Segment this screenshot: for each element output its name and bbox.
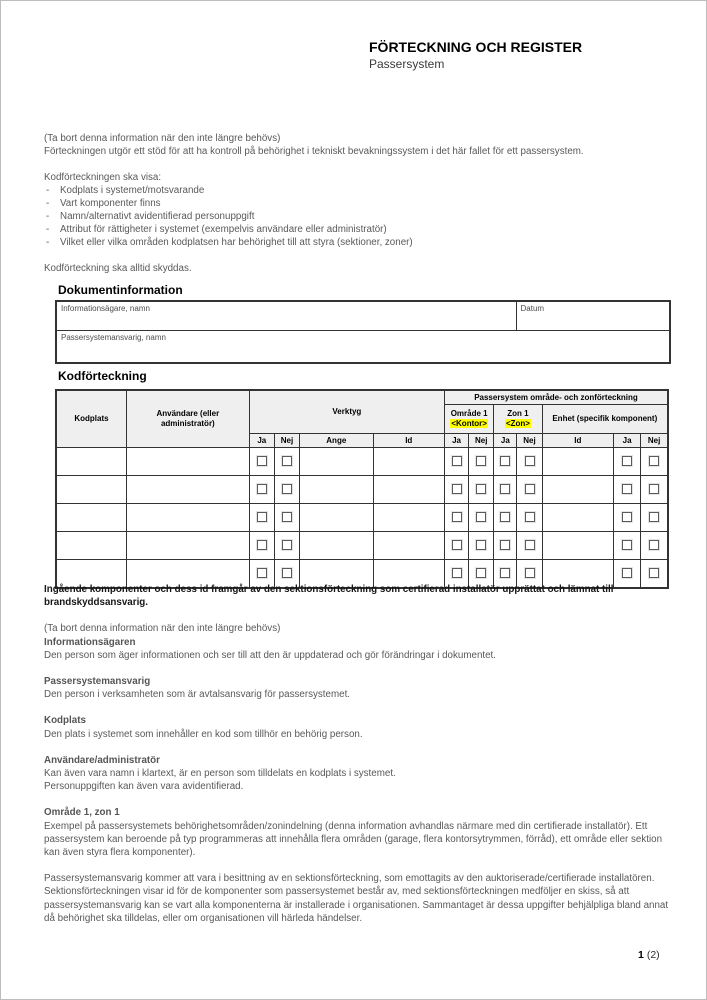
subcol-enhet-ja: Ja <box>614 434 641 448</box>
removal-note-2: (Ta bort denna information när den inte längre behövs) <box>44 623 281 635</box>
verktyg-ja-cell <box>249 448 274 476</box>
col-header-kodplats: Kodplats <box>56 390 126 448</box>
subcol-omrade-ja: Ja <box>445 434 469 448</box>
definition-text: Kan även vara namn i klartext, är en person som tilldelats en kodplats i systemet. <box>44 768 396 780</box>
zon1-nej-cell <box>517 448 542 476</box>
verktyg-nej-checkbox[interactable] <box>282 512 292 522</box>
zon1-label: Zon 1 <box>507 409 529 418</box>
omrade1-label: Område 1 <box>450 409 488 418</box>
definition-title: Användare/administratör <box>44 754 160 766</box>
definition-text: Den person som äger informationen och ser till att den är uppdaterad och gör förändringar i dokumentet. <box>44 649 497 661</box>
page-number-current: 1 <box>638 949 644 961</box>
verktyg-ja-cell <box>249 476 274 504</box>
col-header-user: Användare (eller administratör) <box>126 390 249 448</box>
omrade1-nej-cell <box>469 476 494 504</box>
list-item <box>44 236 671 249</box>
omrade1-nej-checkbox[interactable] <box>476 568 486 578</box>
omrade1-nej-cell <box>469 504 494 532</box>
zon1-ja-cell <box>494 504 517 532</box>
system-responsible-field[interactable] <box>56 331 670 364</box>
definition-block <box>44 675 674 701</box>
list-item <box>44 223 671 236</box>
definition-title: Informationsägaren <box>44 636 136 648</box>
bullet-text: Attribut för rättigheter i systemet (exempelvis användare eller administratör) <box>60 224 387 235</box>
register-heading: Kodförteckning <box>58 369 147 383</box>
enhet-ja-cell <box>614 476 641 504</box>
page-subtitle: Passersystem <box>369 57 445 71</box>
enhet-id-field[interactable] <box>542 532 613 560</box>
omrade1-nej-cell <box>469 532 494 560</box>
zon1-ja-checkbox[interactable] <box>500 456 510 466</box>
enhet-id-field[interactable] <box>542 476 613 504</box>
verktyg-id-field[interactable] <box>373 504 444 532</box>
kodplats-field[interactable] <box>56 448 126 476</box>
components-note: Ingående komponenter och dess id framgår av den sektionsförteckning som certifierad installatör upprättat och lämnat till brandskyddsansvarig. <box>44 584 614 609</box>
verktyg-ja-cell <box>249 532 274 560</box>
definition-text: Den plats i systemet som innehåller en kod som tillhör en behörig person. <box>44 728 363 740</box>
definition-text: Exempel på passersystemets behörighetsområden/zonindelning (denna information avhandlas närmare med din certifierade installatör). Ett passersystem kan beroende på typ programmeras att innehålla flera områden (garage, flera kontorsytrymmen, förråd), ett område eller sektion kan även styra flera komponenter). <box>44 820 663 859</box>
subcol-verktyg-ange: Ange <box>300 434 373 448</box>
bullet-marker: - <box>46 224 50 235</box>
list-item <box>44 184 671 197</box>
zon1-placeholder: <Zon> <box>505 419 530 428</box>
register-table <box>55 389 669 589</box>
user-field[interactable] <box>126 504 249 532</box>
information-owner-label: Informationsägare, namn <box>61 304 150 313</box>
enhet-nej-checkbox[interactable] <box>649 568 659 578</box>
ange-field[interactable] <box>300 448 373 476</box>
col-header-zon1 <box>494 405 542 434</box>
enhet-ja-checkbox[interactable] <box>622 512 632 522</box>
verktyg-ja-checkbox[interactable] <box>257 568 267 578</box>
enhet-nej-cell <box>641 448 668 476</box>
subcol-zon-ja: Ja <box>494 434 517 448</box>
zon1-ja-cell <box>494 532 517 560</box>
zon1-ja-checkbox[interactable] <box>500 484 510 494</box>
page-title: FÖRTECKNING OCH REGISTER <box>369 39 583 55</box>
enhet-nej-cell <box>641 532 668 560</box>
omrade1-ja-cell <box>445 504 469 532</box>
bullet-text: Vilket eller vilka områden kodplatsen har behörighet till att styra (sektioner, zoner) <box>60 237 413 248</box>
subcol-verktyg-ja: Ja <box>249 434 274 448</box>
register-table-header <box>56 390 668 448</box>
user-field[interactable] <box>126 532 249 560</box>
definition-text: Personuppgiften kan även vara avidentifierad. <box>44 781 244 793</box>
verktyg-nej-checkbox[interactable] <box>282 456 292 466</box>
system-responsible-label: Passersystemansvarig, namn <box>61 333 166 342</box>
verktyg-id-field[interactable] <box>373 476 444 504</box>
list-item <box>44 197 671 210</box>
verktyg-nej-cell <box>274 504 299 532</box>
enhet-ja-cell <box>614 504 641 532</box>
ange-field[interactable] <box>300 532 373 560</box>
col-header-omrade1 <box>445 405 494 434</box>
col-group-zone-register: Passersystem område- och zonförteckning <box>445 390 669 405</box>
omrade1-nej-checkbox[interactable] <box>476 456 486 466</box>
zon1-ja-checkbox[interactable] <box>500 540 510 550</box>
definition-block <box>44 754 674 794</box>
omrade1-nej-checkbox[interactable] <box>476 484 486 494</box>
subcol-enhet-id: Id <box>542 434 613 448</box>
col-header-enhet: Enhet (specifik komponent) <box>542 405 668 434</box>
ange-field[interactable] <box>300 476 373 504</box>
enhet-ja-checkbox[interactable] <box>622 568 632 578</box>
after-table-text <box>44 583 674 925</box>
bullet-text: Kodplats i systemet/motsvarande <box>60 185 205 196</box>
enhet-nej-checkbox[interactable] <box>649 484 659 494</box>
zon1-nej-checkbox[interactable] <box>525 540 535 550</box>
omrade1-ja-checkbox[interactable] <box>452 456 462 466</box>
verktyg-ja-checkbox[interactable] <box>257 484 267 494</box>
docinfo-row <box>56 331 670 364</box>
docinfo-table <box>55 300 671 364</box>
zon1-nej-checkbox[interactable] <box>525 568 535 578</box>
enhet-id-field[interactable] <box>542 448 613 476</box>
enhet-id-field[interactable] <box>542 504 613 532</box>
zon1-ja-cell <box>494 476 517 504</box>
verktyg-ja-cell <box>249 504 274 532</box>
zon1-nej-cell <box>517 476 542 504</box>
intro-text <box>44 132 671 275</box>
verktyg-id-field[interactable] <box>373 532 444 560</box>
removal-note: (Ta bort denna information när den inte längre behövs) <box>44 133 281 144</box>
zon1-ja-checkbox[interactable] <box>500 512 510 522</box>
enhet-nej-cell <box>641 476 668 504</box>
definition-title: Passersystemansvarig <box>44 676 151 688</box>
verktyg-nej-checkbox[interactable] <box>282 484 292 494</box>
definition-title: Kodplats <box>44 715 86 727</box>
zon1-nej-cell <box>517 504 542 532</box>
kodplats-field[interactable] <box>56 504 126 532</box>
enhet-ja-checkbox[interactable] <box>622 484 632 494</box>
subcol-omrade-nej: Nej <box>469 434 494 448</box>
user-field[interactable] <box>126 476 249 504</box>
bullet-text: Namn/alternativt avidentifierad personuppgift <box>60 211 255 222</box>
enhet-nej-checkbox[interactable] <box>649 540 659 550</box>
zon1-nej-checkbox[interactable] <box>525 456 535 466</box>
zon1-nej-cell <box>517 532 542 560</box>
verktyg-nej-cell <box>274 476 299 504</box>
omrade1-nej-checkbox[interactable] <box>476 512 486 522</box>
verktyg-id-field[interactable] <box>373 448 444 476</box>
zon1-nej-checkbox[interactable] <box>525 512 535 522</box>
bullet-marker: - <box>46 198 50 209</box>
register-table-row <box>56 532 668 560</box>
omrade1-ja-cell <box>445 476 469 504</box>
register-table-row <box>56 448 668 476</box>
list-item <box>44 210 671 223</box>
col-header-verktyg: Verktyg <box>249 390 444 434</box>
enhet-ja-checkbox[interactable] <box>622 540 632 550</box>
ange-field[interactable] <box>300 504 373 532</box>
date-field[interactable] <box>516 301 670 331</box>
verktyg-nej-checkbox[interactable] <box>282 540 292 550</box>
subcol-verktyg-id: Id <box>373 434 444 448</box>
verktyg-nej-checkbox[interactable] <box>282 568 292 578</box>
zon1-ja-checkbox[interactable] <box>500 568 510 578</box>
definitions <box>44 636 674 925</box>
enhet-nej-checkbox[interactable] <box>649 512 659 522</box>
protect-note: Kodförteckning ska alltid skyddas. <box>44 263 192 274</box>
verktyg-ja-checkbox[interactable] <box>257 512 267 522</box>
information-owner-field[interactable] <box>56 301 516 331</box>
bullet-text: Vart komponenter finns <box>60 198 161 209</box>
omrade1-ja-cell <box>445 532 469 560</box>
omrade1-ja-checkbox[interactable] <box>452 540 462 550</box>
register-table-row <box>56 476 668 504</box>
bullet-marker: - <box>46 211 50 222</box>
subcol-zon-nej: Nej <box>517 434 542 448</box>
docinfo-heading: Dokumentinformation <box>58 283 183 297</box>
bullet-marker: - <box>46 237 50 248</box>
definition-block <box>44 714 674 740</box>
bullet-marker: - <box>46 185 50 196</box>
verktyg-nej-cell <box>274 532 299 560</box>
enhet-ja-checkbox[interactable] <box>622 456 632 466</box>
subcol-enhet-nej: Nej <box>641 434 668 448</box>
register-table-row <box>56 504 668 532</box>
list-title: Kodförteckningen ska visa: <box>44 172 162 183</box>
zon1-ja-cell <box>494 448 517 476</box>
kodplats-field[interactable] <box>56 476 126 504</box>
verktyg-ja-checkbox[interactable] <box>257 540 267 550</box>
docinfo-row <box>56 301 670 331</box>
intro-paragraph: Förteckningen utgör ett stöd för att ha kontroll på behörighet i tekniskt bevakningssystem i det här fallet för ett passersystem. <box>44 146 584 157</box>
omrade1-ja-checkbox[interactable] <box>452 484 462 494</box>
date-label: Datum <box>520 304 545 313</box>
verktyg-ja-checkbox[interactable] <box>257 456 267 466</box>
definition-block <box>44 636 674 662</box>
enhet-ja-cell <box>614 532 641 560</box>
enhet-ja-cell <box>614 448 641 476</box>
definition-text: Passersystemansvarig kommer att vara i besittning av en sektionsförteckning, som emottagits av den auktoriserade/certifierade installatören. Sektionsförteckningen visar id för de komponenter som passersystemet består av, med sektionsförteckningen medföljer en skiss, så att passersystemansvarig kan se vart alla komponenterna är installerade i organisationen. Sammantaget är dessa uppgifter behjälpliga bland annat då behörighet ska tilldelas, eller om organisationen vill härleda händelser. <box>44 873 669 924</box>
omrade1-placeholder: <Kontor> <box>451 419 487 428</box>
definition-title: Område 1, zon 1 <box>44 807 120 819</box>
enhet-nej-checkbox[interactable] <box>649 456 659 466</box>
omrade1-nej-checkbox[interactable] <box>476 540 486 550</box>
subcol-verktyg-nej: Nej <box>274 434 299 448</box>
user-field[interactable] <box>126 448 249 476</box>
page-number-total: (2) <box>646 949 660 961</box>
zon1-nej-checkbox[interactable] <box>525 484 535 494</box>
page-number <box>638 949 660 961</box>
definition-text: Den person i verksamheten som är avtalsansvarig för passersystemet. <box>44 689 351 701</box>
definition-block <box>44 806 674 859</box>
verktyg-nej-cell <box>274 448 299 476</box>
omrade1-ja-cell <box>445 448 469 476</box>
omrade1-ja-checkbox[interactable] <box>452 568 462 578</box>
enhet-nej-cell <box>641 504 668 532</box>
omrade1-ja-checkbox[interactable] <box>452 512 462 522</box>
title-block <box>369 39 582 72</box>
kodplats-field[interactable] <box>56 532 126 560</box>
definition-block <box>44 872 674 925</box>
register-table-body <box>56 448 668 589</box>
omrade1-nej-cell <box>469 448 494 476</box>
